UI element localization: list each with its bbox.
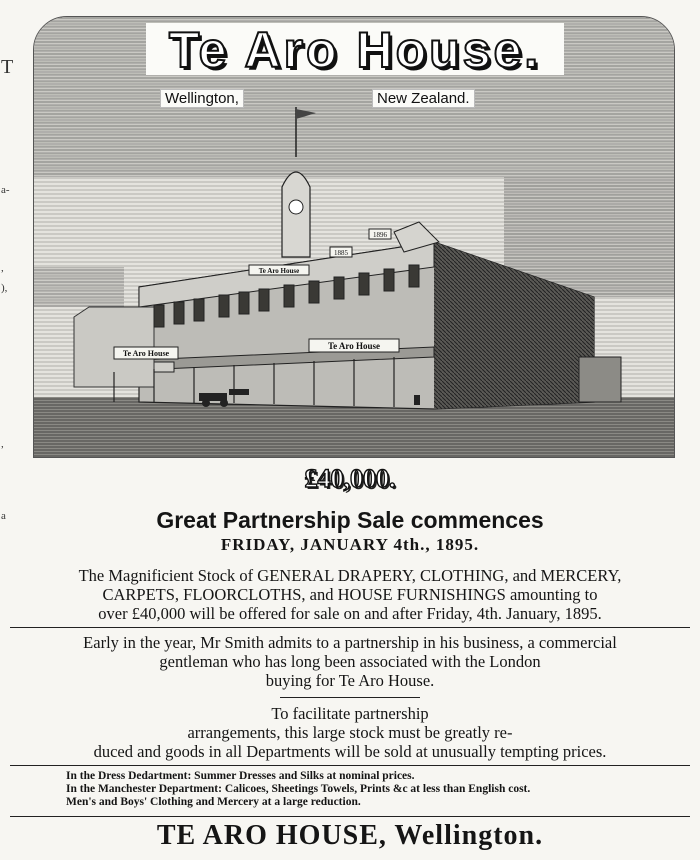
paragraph-line: CARPETS, FLOORCLOTHS, and HOUSE FURNISHINGS amounting to [102, 585, 598, 604]
divider [10, 765, 690, 766]
margin-fragment: , [1, 438, 4, 450]
partnership-paragraph [12, 633, 688, 690]
building-engraving [34, 17, 674, 457]
short-divider [280, 697, 420, 698]
paragraph-line: over £40,000 will be offered for sale on and after Friday, 4th. January, 1895. [98, 604, 602, 623]
year-plaque: 1885 [334, 249, 348, 257]
sale-date: FRIDAY, JANUARY 4th., 1895. [220, 535, 480, 554]
department-line: In the Manchester Department: Calicoes, Sheetings Towels, Prints &c at less than English cost. [66, 783, 531, 795]
footer-signature: TE ARO HOUSE, Wellington. [156, 820, 544, 851]
sign-main: Te Aro House [258, 267, 300, 275]
paragraph-line: duced and goods in all Departments will be sold at unusually tempting prices. [93, 742, 607, 761]
engraving-frame [33, 16, 675, 458]
department-list [66, 770, 686, 809]
margin-fragment: a [1, 510, 6, 522]
margin-fragment: a- [1, 184, 10, 196]
location-city: Wellington, [160, 89, 244, 108]
stock-paragraph [12, 566, 688, 623]
margin-fragment: , [1, 262, 4, 274]
paragraph-line: Early in the year, Mr Smith admits to a partnership in his business, a commercial [83, 633, 617, 652]
sign-front: Te Aro House [327, 341, 381, 351]
paragraph-line: The Magnificient Stock of GENERAL DRAPERY, CLOTHING, and MERCERY, [78, 566, 622, 585]
paragraph-line: gentleman who has long been associated with the London [159, 652, 541, 671]
department-line: Men's and Boys' Clothing and Mercery at a large reduction. [66, 796, 361, 808]
margin-fragment: ), [1, 282, 8, 294]
paragraph-line: arrangements, this large stock must be greatly re- [187, 723, 513, 742]
margin-fragment: T [1, 56, 14, 78]
location-country: New Zealand. [372, 89, 475, 108]
divider [10, 627, 690, 628]
divider [10, 816, 690, 817]
facilitate-paragraph [12, 704, 688, 761]
paragraph-line: buying for Te Aro House. [265, 671, 435, 690]
masthead-title: Te Aro House. [146, 23, 564, 75]
date-plaque: 1896 [373, 231, 387, 239]
paragraph-line: To facilitate partnership [271, 704, 429, 723]
department-line: In the Dress Dedartment: Summer Dresses and Silks at nominal prices. [66, 770, 415, 782]
sign-left: Te Aro House [122, 349, 170, 358]
sale-headline: Great Partnership Sale commences [156, 507, 544, 533]
price-amount: £40,000. [304, 464, 396, 493]
